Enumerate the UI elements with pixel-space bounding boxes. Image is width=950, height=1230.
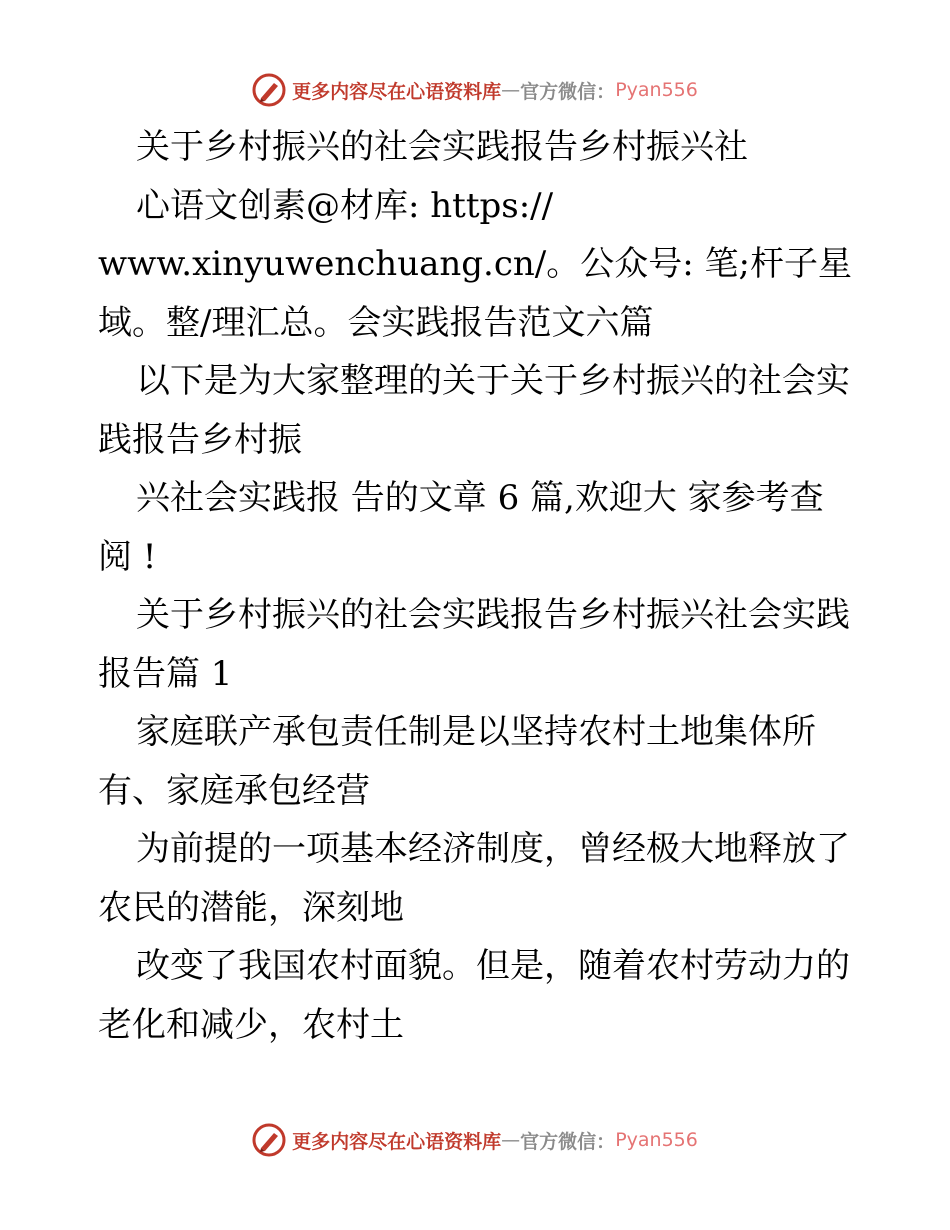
text-line: 践报告乡村振 <box>98 419 302 460</box>
header-banner <box>0 70 950 110</box>
text-line: 域。整/理汇总。会实践报告范文六篇 <box>98 302 654 343</box>
text-line: 关于乡村振兴的社会实践报告乡村振兴社会实践 <box>136 595 850 635</box>
document-body <box>98 118 858 1054</box>
banner-wechat-label: 官方微信： <box>520 1130 616 1153</box>
text-line: 兴社会实践报 告的文章 6 篇,欢迎大 家参考查 <box>136 478 824 518</box>
text-line: 以下是为大家整理的关于关于乡村振兴的社会实 <box>136 361 850 401</box>
banner-main-text: 更多内容尽在心语资料库 <box>292 1130 502 1153</box>
banner-dash: — <box>501 79 521 101</box>
text-line: 农民的潜能，深刻地 <box>98 887 404 928</box>
text-line: 阅 ! <box>98 536 157 577</box>
text-line: 为前提的一项基本经济制度，曾经极大地释放了 <box>136 829 850 869</box>
pen-logo-icon <box>252 73 286 107</box>
banner-dash: — <box>501 1129 521 1151</box>
text-line: 老化和减少，农村土 <box>98 1004 404 1045</box>
footer-banner <box>0 1120 950 1160</box>
text-line: 报告篇 1 <box>98 653 233 694</box>
text-line: 家庭联产承包责任制是以坚持农村土地集体所 <box>136 712 816 752</box>
banner-main-text: 更多内容尽在心语资料库 <box>292 80 502 103</box>
pen-logo-icon <box>252 1123 286 1157</box>
text-line: 改变了我国农村面貌。但是，随着农村劳动力的 <box>136 946 850 986</box>
banner-wechat-label: 官方微信： <box>520 80 616 103</box>
banner-wechat-id: Pyan556 <box>615 79 698 101</box>
text-line: 心语文创素@材库: https:// <box>136 185 554 226</box>
text-line: www.xinyuwenchuang.cn/。公众号: 笔;杆子星 <box>98 244 852 284</box>
text-line: 关于乡村振兴的社会实践报告乡村振兴社 <box>136 127 748 167</box>
banner-wechat-id: Pyan556 <box>615 1129 698 1151</box>
text-line: 有、家庭承包经营 <box>98 770 370 811</box>
